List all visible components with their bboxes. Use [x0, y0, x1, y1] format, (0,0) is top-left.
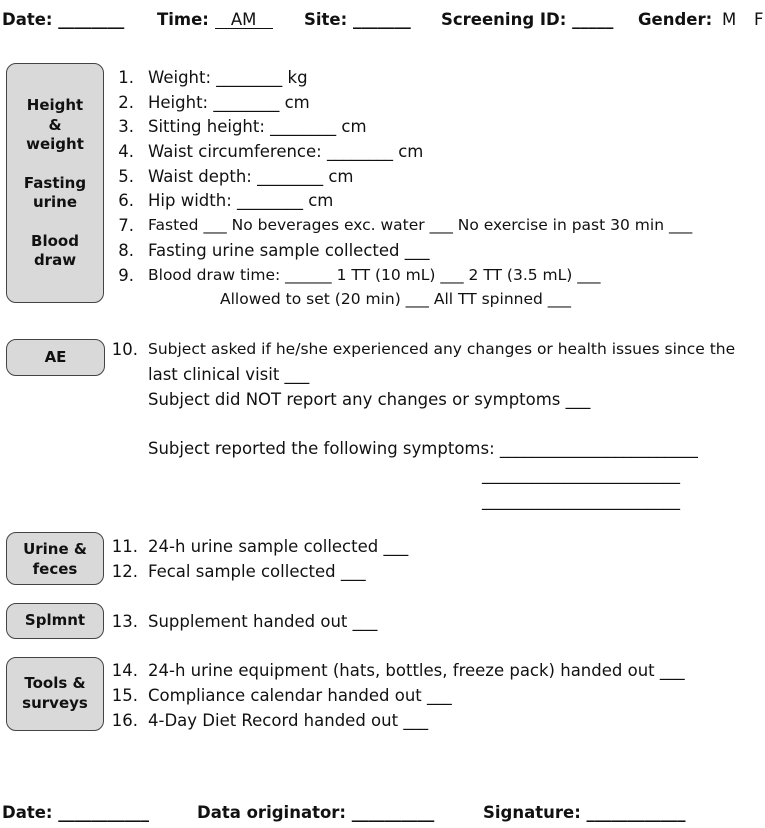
item-subject-asked-cont: last clinical visit ___ — [148, 365, 310, 384]
header-site: Site: _______ — [304, 10, 411, 29]
item-reported-symptoms: Subject reported the following symptoms: ________________________ — [148, 439, 698, 458]
section-tools-surveys — [6, 657, 104, 731]
item-number: 2. — [118, 93, 134, 112]
item-symptoms-line-2: ________________________ — [482, 465, 680, 484]
item-allowed-to-set: Allowed to set (20 min) ___ All TT spinned ___ — [220, 290, 572, 308]
section-label-fasting: Fasting — [23, 173, 87, 192]
section-splmnt: Splmnt — [6, 603, 104, 639]
item-number: 10. — [111, 340, 138, 359]
item-number: 12. — [111, 562, 138, 581]
header-time-value — [215, 12, 273, 29]
item-fasted: Fasted ___ No beverages exc. water ___ No exercise in past 30 min ___ — [148, 216, 693, 234]
header-time-label: Time: — [157, 10, 209, 29]
section-label-surveys: surveys — [22, 693, 88, 712]
header-gender — [638, 10, 763, 29]
section-label-tools: Tools & — [24, 674, 86, 692]
section-label-height: Height — [26, 96, 84, 114]
section-ae: AE — [6, 339, 105, 376]
item-symptoms-line-3: ________________________ — [482, 491, 680, 510]
header-time — [157, 10, 273, 29]
footer-signature: Signature: ____________ — [483, 803, 686, 822]
item-hip-width: Hip width: ________ cm — [148, 191, 334, 210]
item-number: 14. — [111, 661, 138, 680]
section-height-weight-fasting-blood — [6, 63, 104, 303]
item-waist-depth: Waist depth: ________ cm — [148, 167, 354, 186]
item-24h-urine: 24-h urine sample collected ___ — [148, 537, 409, 556]
section-label-urine: urine — [32, 193, 78, 211]
item-number: 11. — [111, 537, 138, 556]
item-blood-draw-time: Blood draw time: ______ 1 TT (10 mL) ___ 2 TT (3.5 mL) ___ — [148, 266, 601, 284]
section-label-blood: Blood — [31, 231, 79, 250]
item-number: 16. — [111, 711, 138, 730]
item-diet-record: 4-Day Diet Record handed out ___ — [148, 711, 429, 730]
footer-data-originator: Data originator: __________ — [197, 803, 435, 822]
item-no-report: Subject did NOT report any changes or symptoms ___ — [148, 390, 591, 409]
item-number: 8. — [118, 241, 134, 260]
section-label-weight: weight — [26, 135, 84, 153]
item-subject-asked: Subject asked if he/she experienced any changes or health issues since the — [148, 340, 736, 358]
header-date: Date: ________ — [2, 10, 125, 29]
item-compliance-calendar: Compliance calendar handed out ___ — [148, 686, 452, 705]
header-gender-m: M — [721, 10, 737, 29]
item-supplement: Supplement handed out ___ — [148, 612, 378, 631]
header-time-ampm: AM — [230, 10, 257, 29]
section-label-draw: draw — [33, 251, 77, 269]
item-waist-circumference: Waist circumference: ________ cm — [148, 142, 424, 161]
item-weight: Weight: ________ kg — [148, 68, 308, 87]
footer-date: Date: ___________ — [2, 803, 150, 822]
item-number: 4. — [118, 142, 134, 161]
section-label-ampersand: & — [48, 115, 62, 134]
section-urine-feces — [6, 532, 104, 585]
item-number: 9. — [118, 266, 134, 285]
item-number: 6. — [118, 191, 134, 210]
item-number: 15. — [111, 686, 138, 705]
item-urine-equipment: 24-h urine equipment (hats, bottles, freeze pack) handed out ___ — [148, 661, 685, 680]
section-label-feces: feces — [32, 559, 78, 578]
item-number: 1. — [118, 68, 134, 87]
header-screening-id: Screening ID: _____ — [441, 10, 614, 29]
header-gender-f: F — [753, 10, 764, 29]
item-number: 3. — [118, 117, 134, 136]
item-number: 13. — [111, 612, 138, 631]
item-sitting-height: Sitting height: ________ cm — [148, 117, 367, 136]
item-fasting-urine: Fasting urine sample collected ___ — [148, 241, 430, 260]
header-gender-label: Gender: — [638, 10, 713, 29]
item-number: 5. — [118, 167, 134, 186]
section-label-urine-amp: Urine & — [23, 540, 87, 558]
item-fecal-sample: Fecal sample collected ___ — [148, 562, 366, 581]
item-height: Height: ________ cm — [148, 93, 310, 112]
item-number: 7. — [118, 216, 134, 235]
